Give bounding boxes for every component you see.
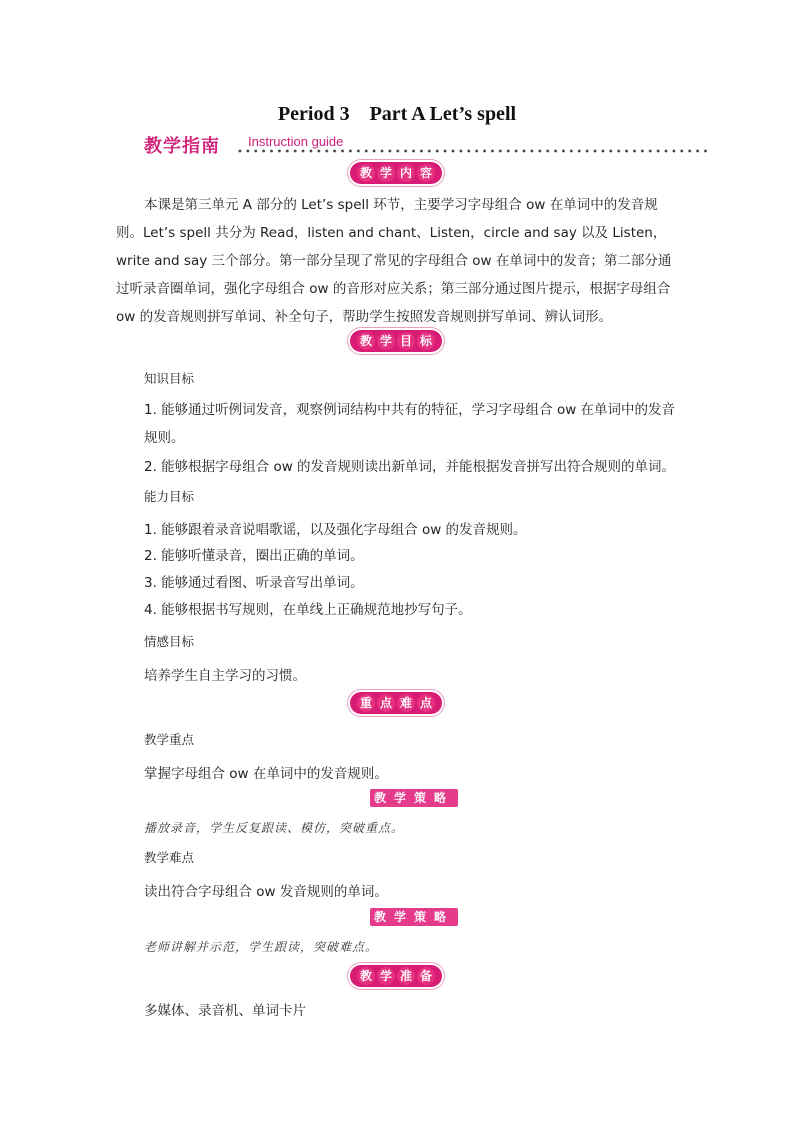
guide-label-en: Instruction guide [248, 134, 344, 149]
teaching-content-text: 本课是第三单元 A 部分的 Let’s spell 环节，主要学习字母组合 ow 在单词中的发音规则。Let’s spell 共分为 Read，listen and chant、Listen，circle and say 以及 Listen，write and say 三个部分。第一部分呈现了常见的字母组合 ow 在单词中的发音；第二部分通过听录音圈单词，强化字母组合 ow 的音形对应关系；第三部分通过图片提示，根据字母组合 ow 的发音规则拼写单词、补全句子，帮助学生按照发音规则拼写单词、辨认词形。 [116, 197, 672, 325]
badge-teaching-goals [350, 330, 442, 352]
difficult-point-label: 教学难点 [144, 850, 195, 865]
difficult-point-strategy: 老师讲解并示范，学生跟读，突破难点。 [144, 940, 379, 954]
page-title: Period 3 Part A Let’s spell [277, 103, 517, 125]
badge-char: 点 [417, 694, 435, 712]
badge-char: 学 [377, 332, 395, 350]
badge-char: 教 [357, 967, 375, 985]
teaching-content-paragraph [116, 191, 682, 331]
badge-char: 学 [377, 967, 395, 985]
key-point-label: 教学重点 [144, 732, 195, 747]
difficult-point-text: 读出符合字母组合 ow 发音规则的单词。 [144, 884, 388, 900]
emotion-goals-label: 情感目标 [144, 634, 195, 649]
key-point-strategy: 播放录音，学生反复跟读、模仿，突破重点。 [144, 821, 405, 835]
strategy-tag-key: 教学策略 [370, 789, 458, 807]
ability-goal-3: 3. 能够通过看图、听录音写出单词。 [144, 575, 364, 591]
ability-goals-label: 能力目标 [144, 489, 195, 504]
ability-goal-1: 1. 能够跟着录音说唱歌谣，以及强化字母组合 ow 的发音规则。 [144, 522, 527, 538]
preparation-text: 多媒体、录音机、单词卡片 [144, 1003, 306, 1019]
instruction-guide-header [144, 132, 710, 156]
badge-char: 备 [417, 967, 435, 985]
badge-char: 教 [357, 332, 375, 350]
badge-char: 点 [377, 694, 395, 712]
badge-char: 重 [357, 694, 375, 712]
badge-char: 容 [417, 164, 435, 182]
badge-char: 标 [417, 332, 435, 350]
ability-goal-4: 4. 能够根据书写规则，在单线上正确规范地抄写句子。 [144, 602, 472, 618]
badge-char: 准 [397, 967, 415, 985]
badge-char: 学 [377, 164, 395, 182]
knowledge-goal-2: 2. 能够根据字母组合 ow 的发音规则读出新单词，并能根据发音拼写出符合规则的单词。 [144, 459, 676, 475]
key-point-text: 掌握字母组合 ow 在单词中的发音规则。 [144, 766, 388, 782]
emotion-goal-text: 培养学生自主学习的习惯。 [144, 668, 306, 684]
ability-goal-2: 2. 能够听懂录音，圈出正确的单词。 [144, 548, 364, 564]
badge-char: 目 [397, 332, 415, 350]
knowledge-goals-label: 知识目标 [144, 371, 195, 386]
guide-label-cn: 教学指南 [144, 136, 220, 157]
badge-key-difficult-points [350, 692, 442, 714]
badge-char: 教 [357, 164, 375, 182]
badge-teaching-content [350, 162, 442, 184]
dotted-divider [236, 149, 708, 153]
badge-char: 内 [397, 164, 415, 182]
knowledge-goal-1: 1. 能够通过听例词发音，观察例词结构中共有的特征，学习字母组合 ow 在单词中的发音规则。 [144, 402, 676, 446]
badge-char: 难 [397, 694, 415, 712]
strategy-tag-difficult: 教学策略 [370, 908, 458, 926]
badge-teaching-preparation [350, 965, 442, 987]
